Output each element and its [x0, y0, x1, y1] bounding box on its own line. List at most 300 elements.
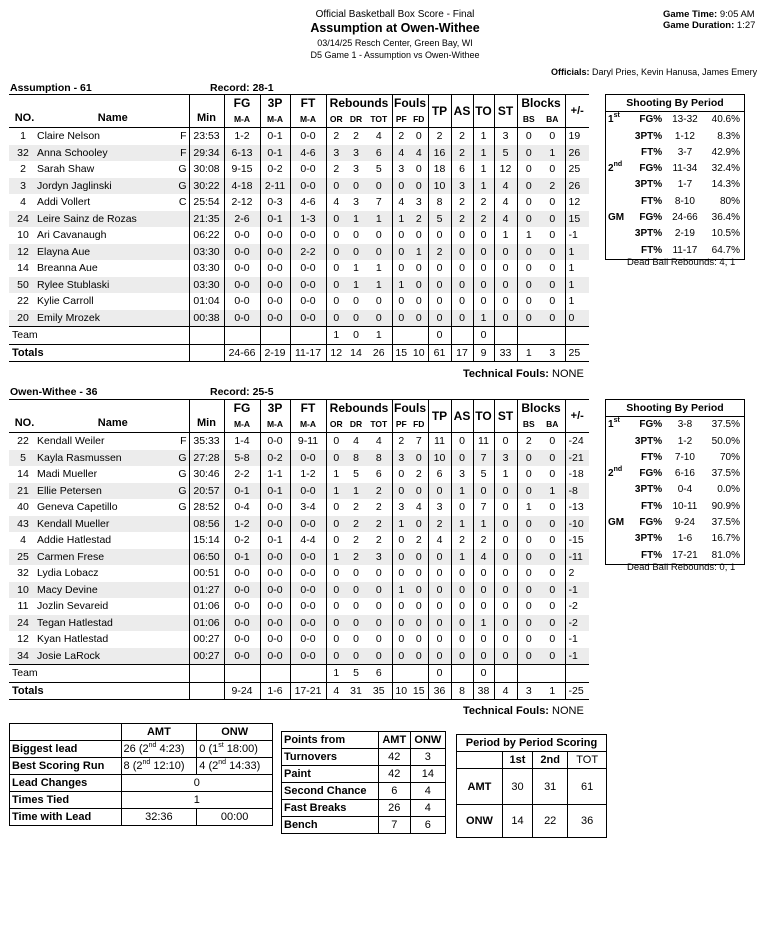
player-name: Ellie Petersen — [37, 484, 102, 497]
player-row — [9, 260, 589, 277]
stat-pf: 0 — [392, 178, 410, 195]
points-from-row — [282, 817, 446, 834]
stat-or: 2 — [326, 161, 346, 178]
period-amt-1st: 30 — [502, 769, 532, 805]
player-name-cell — [37, 466, 189, 483]
player-position: G — [178, 484, 187, 497]
totals-fd: 10 — [410, 344, 428, 362]
shooting-made-attempted: 8-10 — [674, 195, 695, 207]
stat-st: 0 — [494, 631, 517, 648]
stat-tp: 0 — [428, 598, 451, 615]
team-stat-st — [494, 327, 517, 345]
player-row — [9, 277, 589, 294]
stat-fd: 0 — [410, 549, 428, 566]
points-from-onw: 6 — [410, 817, 445, 834]
stat-fd: 0 — [415, 600, 422, 612]
shooting-stat-label: FT% — [641, 244, 663, 256]
stat-tot: 0 — [366, 582, 392, 599]
stat-ft: 0-0 — [290, 260, 326, 277]
stat-p3: 2-11 — [260, 178, 290, 195]
stat-tot: 0 — [366, 244, 392, 261]
team-stat-fg — [224, 327, 260, 345]
column-header: TO — [473, 95, 494, 128]
stat-pm: -24 — [565, 433, 589, 450]
column-header: BA — [540, 112, 565, 128]
period-onw-2nd: 22 — [533, 805, 568, 838]
column-header: FD — [410, 417, 428, 433]
team-a-shooting-by-period — [605, 94, 745, 260]
stat-tot: 0 — [375, 567, 382, 579]
team-stat-dr: 5 — [346, 665, 366, 683]
period-team-amt: AMT — [457, 769, 503, 805]
stat-tot: 5 — [375, 163, 382, 175]
stat-fd: 3 — [415, 196, 422, 208]
player-minutes: 29:34 — [189, 145, 224, 162]
stat-ba: 0 — [549, 534, 556, 546]
stat-tot: 0 — [366, 178, 392, 195]
stat-bs: 0 — [517, 483, 540, 500]
stat-p3: 0-1 — [260, 128, 290, 145]
stat-ba: 0 — [540, 211, 565, 228]
stat-ft: 1-3 — [290, 211, 326, 228]
stat-st: 1 — [494, 227, 517, 244]
stat-bs: 0 — [517, 549, 540, 566]
column-header: M-A — [290, 112, 326, 128]
stat-or: 0 — [326, 277, 346, 294]
player-row — [9, 466, 589, 483]
stat-fd: 4 — [415, 501, 422, 513]
amt-best-run: 8 (2nd 12:10) — [121, 758, 197, 775]
stat-ba: 0 — [549, 435, 556, 447]
player-minutes: 30:08 — [189, 161, 224, 178]
stat-st: 0 — [494, 532, 517, 549]
stat-pm: -1 — [565, 648, 589, 665]
stat-pm: 25 — [565, 161, 589, 178]
shooting-percentage: 16.7% — [711, 533, 740, 545]
points-from-amt: 42 — [378, 766, 410, 783]
team-stat-tp: 0 — [428, 327, 451, 345]
player-number: 21 — [9, 483, 37, 500]
times-tied-value: 1 — [121, 792, 272, 809]
column-header: DR — [346, 112, 366, 128]
stat-pm: -15 — [565, 532, 589, 549]
column-header: NO. — [9, 400, 37, 433]
stat-to: 0 — [473, 565, 494, 582]
stat-bs: 0 — [517, 516, 540, 533]
stat-tp: 4 — [428, 532, 451, 549]
totals-ba: 1 — [540, 682, 565, 700]
player-row — [9, 145, 589, 162]
column-header: M-A — [260, 417, 290, 433]
stat-fd: 0 — [415, 163, 422, 175]
totals-tp: 61 — [428, 344, 451, 362]
stat-st: 0 — [494, 565, 517, 582]
player-minutes: 00:51 — [189, 565, 224, 582]
column-header: M-A — [224, 417, 260, 433]
player-name-cell — [37, 145, 189, 162]
stat-ft: 0-0 — [290, 516, 326, 533]
column-header: Name — [37, 95, 189, 128]
stat-pf: 1 — [392, 277, 410, 294]
stat-ft: 0-0 — [290, 161, 326, 178]
player-minutes: 28:52 — [189, 499, 224, 516]
player-number: 5 — [9, 450, 37, 467]
stat-to: 2 — [473, 194, 494, 211]
player-name: Jozlin Sevareid — [37, 600, 109, 612]
stat-tp: 0 — [428, 648, 451, 665]
stat-or: 0 — [326, 244, 346, 261]
stat-pm: 2 — [565, 565, 589, 582]
stat-fd: 0 — [415, 130, 422, 142]
stat-bs: 0 — [517, 211, 540, 228]
player-number: 4 — [20, 534, 26, 546]
player-name: Leire Sainz de Rozas — [37, 212, 137, 225]
player-number: 10 — [17, 229, 29, 241]
shooting-period — [606, 226, 628, 242]
stat-to: 0 — [473, 648, 494, 665]
stat-fd: 1 — [410, 244, 428, 261]
stat-p3: 0-0 — [260, 244, 290, 261]
player-name: Sarah Shaw — [37, 163, 95, 175]
player-row — [9, 178, 589, 195]
stat-dr: 3 — [353, 196, 359, 208]
player-name-cell — [37, 194, 189, 211]
points-from-table — [281, 731, 446, 834]
stat-to: 0 — [473, 483, 494, 500]
points-from-amt: 6 — [378, 783, 410, 800]
stat-pm: -1 — [565, 631, 589, 648]
stat-to: 7 — [473, 499, 494, 516]
team-stat-or: 1 — [326, 327, 346, 345]
stat-pm: 26 — [565, 178, 589, 195]
shooting-percentage: 50.0% — [711, 435, 740, 447]
totals-as: 17 — [451, 344, 473, 362]
stat-st: 0 — [494, 483, 517, 500]
totals-pf: 10 — [392, 682, 410, 700]
shooting-made-attempted: 24-66 — [672, 212, 698, 224]
stat-p3: 0-0 — [260, 310, 290, 327]
totals-to: 9 — [473, 344, 494, 362]
player-minutes: 01:06 — [189, 598, 224, 615]
stat-dr: 8 — [346, 450, 366, 467]
player-position: G — [178, 451, 187, 464]
stat-tp: 0 — [428, 293, 451, 310]
player-name: Addie Hatlestad — [37, 534, 112, 546]
stat-as: 0 — [451, 450, 473, 467]
points-from-label: Bench — [282, 817, 379, 834]
stat-tp: 5 — [428, 211, 451, 228]
column-header: TP — [428, 400, 451, 433]
shooting-stat-label: 3PT% — [634, 130, 663, 142]
column-header: M-A — [224, 112, 260, 128]
player-number: 14 — [17, 468, 29, 480]
stat-ft: 0-0 — [290, 648, 326, 665]
totals-st: 33 — [494, 344, 517, 362]
player-number: 40 — [17, 501, 29, 513]
stat-ba: 2 — [540, 178, 565, 195]
onw-biggest-lead: 0 (1st 18:00) — [197, 741, 273, 758]
team-stat-ft — [290, 327, 326, 345]
player-row — [9, 244, 589, 261]
shooting-row — [606, 434, 745, 450]
column-header: OR — [326, 417, 346, 433]
stat-to: 1 — [473, 178, 494, 195]
stat-or: 0 — [326, 565, 346, 582]
stat-pf: 1 — [392, 582, 410, 599]
onw-time-with-lead: 00:00 — [197, 809, 273, 826]
stat-fd: 2 — [410, 211, 428, 228]
column-header: Fouls — [394, 401, 426, 415]
stat-bs: 0 — [517, 178, 540, 195]
team-b-label: Owen-Withee - 36 — [10, 386, 98, 398]
stat-dr: 1 — [346, 211, 366, 228]
stat-ft: 0-0 — [290, 615, 326, 632]
player-name-cell — [37, 516, 189, 533]
stat-pf: 0 — [392, 293, 410, 310]
shooting-percentage: 37.5% — [711, 419, 740, 431]
player-name-cell — [37, 582, 189, 599]
stat-st: 3 — [494, 128, 517, 145]
stat-fg: 0-1 — [224, 549, 260, 566]
player-number: 25 — [9, 549, 37, 566]
player-row — [9, 648, 589, 665]
player-number: 43 — [9, 516, 37, 533]
points-from-onw: 4 — [410, 800, 445, 817]
shooting-table — [605, 94, 745, 260]
shooting-period — [606, 434, 628, 450]
shooting-row — [606, 112, 745, 129]
points-from-row — [282, 800, 446, 817]
player-minutes: 35:33 — [189, 433, 224, 450]
column-header: TP — [428, 95, 451, 128]
shooting-percentage: 37.5% — [711, 468, 740, 480]
stat-pf: 0 — [392, 598, 410, 615]
team-b-shooting-by-period — [605, 399, 745, 565]
player-name: Elayna Aue — [37, 245, 91, 258]
player-name: Josie LaRock — [37, 649, 101, 662]
shooting-made-attempted: 1-12 — [674, 130, 695, 142]
player-row — [9, 161, 589, 178]
box-score-subtitle: Official Basketball Box Score - Final — [315, 9, 475, 20]
stat-tot: 8 — [366, 450, 392, 467]
stat-pf: 0 — [392, 532, 410, 549]
stat-to: 0 — [473, 631, 494, 648]
team-stat-as — [451, 665, 473, 683]
stat-fd: 7 — [415, 435, 422, 447]
stat-bs: 0 — [517, 565, 540, 582]
stat-p3: 0-1 — [260, 145, 290, 162]
totals-p3: 2-19 — [260, 344, 290, 362]
team-a-technical-fouls: Technical Fouls: NONE — [463, 368, 584, 380]
stat-or: 0 — [326, 516, 346, 533]
player-row — [9, 631, 589, 648]
shooting-stat-label: FT% — [641, 549, 663, 561]
stat-bs: 0 — [517, 598, 540, 615]
stat-tot: 1 — [366, 211, 392, 228]
stat-tot: 0 — [375, 633, 382, 645]
shooting-period — [606, 531, 628, 547]
shooting-title: Shooting By Period — [606, 95, 745, 112]
stat-ft: 4-6 — [290, 194, 326, 211]
column-header: +/- — [565, 95, 589, 128]
player-number: 10 — [9, 582, 37, 599]
stat-pm: -11 — [565, 549, 589, 566]
player-row — [9, 499, 589, 516]
stat-fg: 1-2 — [224, 128, 260, 145]
stat-dr: 4 — [353, 435, 359, 447]
stat-or: 2 — [326, 128, 346, 145]
player-name-cell — [37, 293, 189, 310]
stat-tot: 0 — [366, 615, 392, 632]
totals-bs: 1 — [517, 344, 540, 362]
stat-bs: 0 — [517, 128, 540, 145]
player-name: Breanna Aue — [37, 262, 98, 274]
stat-fd: 0 — [415, 229, 422, 241]
shooting-table — [605, 399, 745, 565]
stat-as: 2 — [451, 532, 473, 549]
stat-to: 11 — [473, 433, 494, 450]
shooting-period-num: 1 — [608, 419, 614, 431]
team-row — [9, 327, 589, 345]
stat-or: 0 — [326, 433, 346, 450]
totals-min — [189, 682, 224, 700]
player-number: 2 — [20, 163, 26, 175]
stat-bs: 0 — [517, 161, 540, 178]
player-minutes: 00:27 — [189, 631, 224, 648]
stat-dr: 0 — [346, 310, 366, 327]
stat-tot: 2 — [375, 501, 382, 513]
stat-fd: 0 — [410, 483, 428, 500]
stat-fg: 0-0 — [224, 277, 260, 294]
stat-dr: 0 — [353, 600, 359, 612]
stat-ft: 0-0 — [290, 565, 326, 582]
stat-st: 0 — [494, 549, 517, 566]
column-header: DR — [346, 417, 366, 433]
shooting-made-attempted: 2-19 — [674, 228, 695, 240]
stat-tp: 6 — [428, 466, 451, 483]
player-name: Tegan Hatlestad — [37, 616, 113, 629]
totals-pm: 25 — [565, 344, 589, 362]
player-minutes: 30:46 — [189, 466, 224, 483]
stat-or: 0 — [326, 450, 346, 467]
shooting-made-attempted: 13-32 — [672, 114, 698, 126]
player-minutes: 21:35 — [189, 211, 224, 228]
stat-tp: 3 — [428, 499, 451, 516]
period-amt-2nd: 31 — [533, 769, 568, 805]
team-stat-pm — [565, 327, 589, 345]
stat-p3: 0-3 — [260, 194, 290, 211]
shooting-percentage: 40.6% — [711, 114, 740, 126]
shooting-row — [606, 177, 745, 193]
shooting-made-attempted: 1-7 — [677, 179, 693, 191]
stat-dr: 2 — [346, 516, 366, 533]
stat-p3: 0-1 — [260, 211, 290, 228]
stat-pm: 1 — [565, 260, 589, 277]
column-header: Rebounds — [326, 400, 392, 418]
period-scoring-table — [456, 734, 607, 838]
team-stat-ba — [540, 665, 565, 683]
team-row — [9, 665, 589, 683]
stat-pm: -8 — [565, 483, 589, 500]
team-stat-st — [494, 665, 517, 683]
stat-tp: 0 — [428, 227, 451, 244]
player-number: 20 — [9, 310, 37, 327]
shooting-percentage: 64.7% — [711, 244, 740, 256]
stat-ba: 0 — [540, 310, 565, 327]
totals-fd: 15 — [410, 682, 428, 700]
stat-tp: 2 — [428, 516, 451, 533]
date-venue: 03/14/25 Resch Center, Green Bay, WI — [317, 38, 473, 48]
column-header: BA — [540, 417, 565, 433]
team-stat-ft — [290, 665, 326, 683]
stat-fg: 0-0 — [224, 244, 260, 261]
team-stat-tot: 1 — [366, 327, 392, 345]
player-name-cell — [37, 260, 189, 277]
stat-ba: 1 — [540, 145, 565, 162]
stat-tot: 6 — [375, 468, 382, 480]
stat-or: 1 — [326, 483, 346, 500]
team-stat-dr: 0 — [346, 327, 366, 345]
stat-pm: 12 — [565, 194, 589, 211]
stat-tp: 0 — [428, 483, 451, 500]
points-from-onw: 3 — [410, 749, 445, 766]
stat-to: 7 — [473, 450, 494, 467]
player-minutes: 00:27 — [189, 648, 224, 665]
stat-dr: 0 — [353, 229, 359, 241]
stat-fg: 0-0 — [224, 310, 260, 327]
stat-pf: 3 — [392, 499, 410, 516]
totals-bs: 3 — [517, 682, 540, 700]
player-name: Kendall Weiler — [37, 435, 105, 447]
shooting-percentage: 0.0% — [717, 484, 740, 496]
column-header: TOT — [366, 417, 392, 433]
stat-fd: 0 — [415, 262, 422, 274]
stat-ft: 0-0 — [290, 277, 326, 294]
column-header: FT — [290, 400, 326, 418]
stat-dr: 0 — [346, 244, 366, 261]
stat-pf: 0 — [392, 615, 410, 632]
player-name-cell — [37, 277, 189, 294]
stat-ba: 0 — [540, 582, 565, 599]
stat-pf: 0 — [392, 648, 410, 665]
column-header: TO — [473, 400, 494, 433]
stat-fd: 0 — [410, 310, 428, 327]
stat-as: 0 — [451, 310, 473, 327]
stat-fg: 0-1 — [224, 483, 260, 500]
shooting-period — [606, 112, 628, 129]
stat-p3: 0-0 — [260, 433, 290, 450]
player-number: 1 — [20, 130, 26, 142]
shooting-stat-label: FG% — [639, 468, 663, 480]
stat-ft: 0-0 — [290, 549, 326, 566]
totals-or: 4 — [326, 682, 346, 700]
stat-tp: 0 — [428, 260, 451, 277]
game-summary-table — [9, 723, 273, 826]
shooting-stat-label: FG% — [639, 517, 663, 529]
player-number: 50 — [9, 277, 37, 294]
game-title: Assumption at Owen-Withee — [310, 21, 480, 35]
stat-or: 1 — [326, 466, 346, 483]
stat-tp: 0 — [428, 310, 451, 327]
points-from-amt: 26 — [378, 800, 410, 817]
shooting-row — [606, 417, 745, 434]
shooting-stat-label: 3PT% — [634, 533, 663, 545]
player-name: Lydia Lobacz — [37, 567, 99, 579]
shooting-period — [606, 177, 628, 193]
stat-fg: 2-12 — [224, 194, 260, 211]
shooting-period — [606, 129, 628, 145]
stat-bs: 0 — [517, 310, 540, 327]
